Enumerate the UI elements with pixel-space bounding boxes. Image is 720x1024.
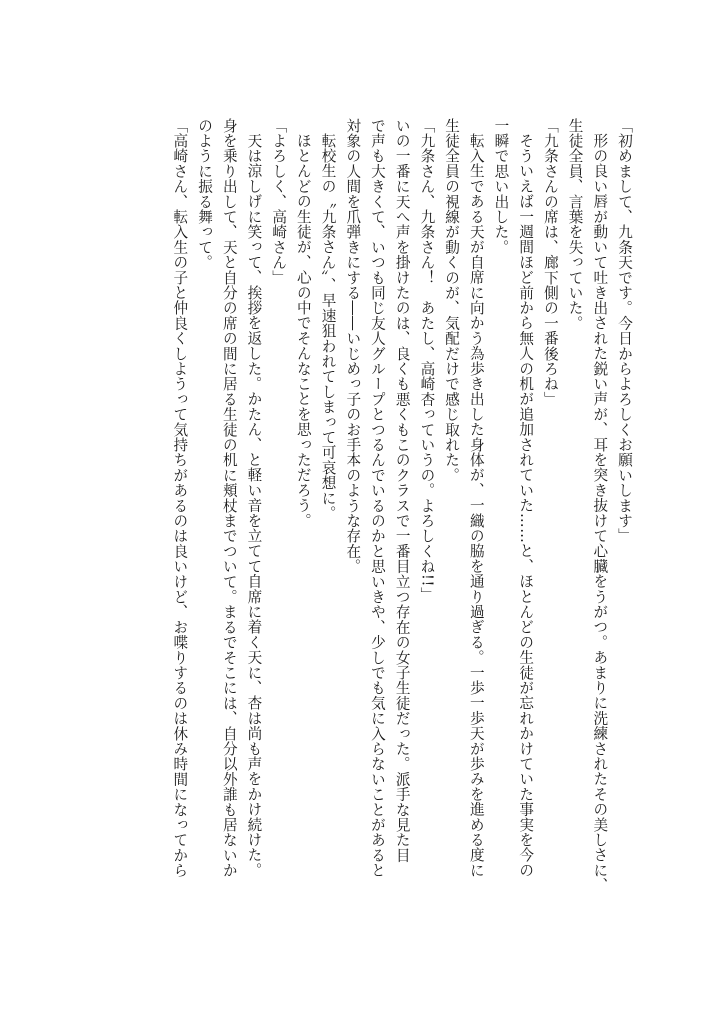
paragraph: で声も大きくて、いつも同じ友人グループとつるんでいるのかと思いきや、少しでも気に入らないことがあると (368, 118, 386, 878)
paragraph: いの一番に天へ声を掛けたのは、良くも悪くもこのクラスで一番目立つ存在の女子生徒だった。派手な見た目 (393, 118, 411, 863)
paragraph: 生徒全員、言葉を失っていた。 (566, 118, 584, 331)
paragraph: 「九条さんの席は、廊下側の一番後ろね」 (541, 118, 559, 407)
paragraph: そういえば一週間ほど前から無人の机が追加されていた……と、ほとんどの生徒が忘れかけていた事実を今の (517, 132, 535, 878)
paragraph: 転入生である天が自席に向かう為歩き出した身体が、一織の脇を通り過ぎる。一歩一歩天が歩みを進める度に (467, 132, 485, 878)
paragraph: 転校生の〝九条さん〟、早速狙われてしまって可哀想に。 (319, 132, 337, 521)
paragraph: 一瞬で思い出した。 (492, 118, 510, 255)
paragraph: 天は涼しげに笑って、挨拶を返した。かたん、と軽い音を立てて自席に着く天に、杏は尚も声をかけ続けた。 (245, 132, 263, 878)
paragraph: 「高崎さん、転入生の子と仲良くしようって気持ちがあるのは良いけど、お喋りするのは休み時間になってから (171, 118, 189, 878)
vertical-text-body (167, 118, 636, 918)
paragraph: 「よろしく、高崎さん」 (270, 118, 288, 286)
paragraph: 形の良い唇が動いて吐き出された鋭い声が、耳を突き抜けて心臓をうがつ。あまりに洗練されたその美しさに、 (591, 132, 609, 893)
paragraph: のように振る舞って。 (196, 118, 214, 270)
paragraph: 身を乗り出して、天と自分の席の間に居る生徒の机に頬杖までついて。まるでそこには、自分以外誰も居ないか (220, 118, 238, 878)
paragraph: 「初めまして、九条天です。今日からよろしくお願いします」 (616, 118, 633, 544)
paragraph: 対象の人間を爪弾きにする――いじめっ子のお手本のような存在。 (344, 118, 362, 574)
paragraph: 「九条さん、九条さん！ あたし、高崎杏っていうの。よろしくね!!」 (418, 118, 436, 603)
paragraph: 生徒全員の視線が動くのが、気配だけで感じ取れた。 (443, 118, 461, 483)
paragraph: ほとんどの生徒が、心の中でそんなことを思っただろう。 (294, 132, 312, 528)
